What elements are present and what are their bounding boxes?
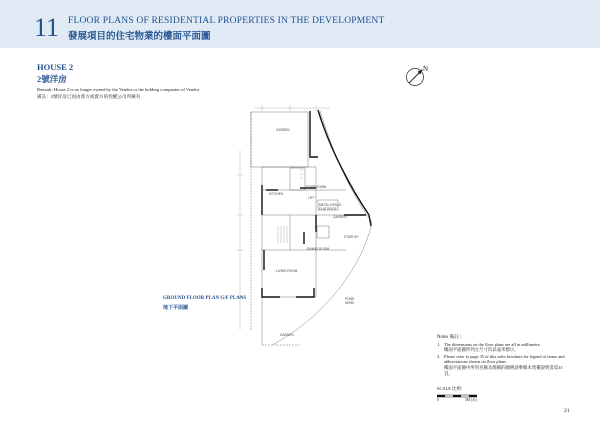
note-text-zh: 樓面平面圖中所用名稱及簡稱的圖例請參閱本售樓說明書第35頁。 — [444, 364, 563, 376]
room-label-stair-down: STAIR DOWN — [306, 185, 327, 189]
page-header — [0, 0, 600, 48]
plan-title-en: GROUND FLOOR PLAN G/F PLANS — [163, 296, 247, 301]
room-label-garden-bottom: GARDEN — [280, 333, 294, 337]
room-label-pond: POND — [345, 297, 355, 301]
notes-block — [437, 335, 567, 376]
note-text-zh: 樓面平面圖所列之尺寸均以毫米標示。 — [444, 347, 519, 353]
note-item — [437, 342, 567, 353]
remark-zh: 備註：2號洋房已再由賣方或賣方的控權公司所擁有 — [37, 94, 141, 99]
floor-plan — [225, 98, 390, 358]
room-label-flat-roof: FLAT ROOF — [319, 207, 337, 211]
house-name-en: HOUSE 2 — [37, 62, 74, 72]
note-text-en: The dimensions on the floor plans are all in millimetre. — [444, 341, 541, 347]
chapter-title-en: FLOOR PLANS OF RESIDENTIAL PROPERTIES IN THE DEVELOPMENT — [68, 16, 385, 26]
note-number: 2. — [437, 353, 441, 359]
north-label: N — [423, 65, 429, 73]
house-name-zh: 2號洋房 — [37, 74, 67, 84]
room-label-living: LIVING ROOM — [276, 269, 298, 273]
room-label-kitchen: KITCHEN — [269, 192, 283, 196]
room-label-stair-up: STAIR UP — [344, 235, 359, 239]
note-text-en: Please refer to page 35 of this sales brochure for legend of terms and abbreviations shown on floor plans. — [444, 353, 565, 365]
remark-en: Remark: House 2 is no longer owned by the Vendor or the holding companies of Vendor — [37, 87, 200, 92]
north-arrow-icon — [403, 62, 433, 88]
note-number: 1. — [437, 341, 441, 347]
scale-end: 5M (米) — [465, 398, 477, 402]
chapter-title-zh: 發展項目的住宅物業的樓面平面圖 — [68, 32, 211, 42]
room-label-dining: DINING ROOM — [307, 247, 329, 251]
scale-label: SCALE 比例： — [437, 386, 466, 391]
note-item — [437, 354, 567, 376]
room-label-lift: LIFT — [308, 196, 315, 200]
room-label-metal-grille: METAL GRILLE — [319, 203, 342, 207]
room-label-garden-right: GARDEN — [333, 215, 347, 219]
chapter-number: 11 — [34, 13, 60, 42]
room-label-garden-top: GARDEN — [276, 128, 290, 132]
scale-start: 0 — [437, 398, 439, 402]
room-label-kerb: KERB — [345, 301, 354, 305]
notes-title: Notes 備註： — [437, 335, 464, 340]
page-number: 21 — [564, 408, 570, 414]
plan-title-zh: 地下平面圖 — [163, 306, 189, 311]
